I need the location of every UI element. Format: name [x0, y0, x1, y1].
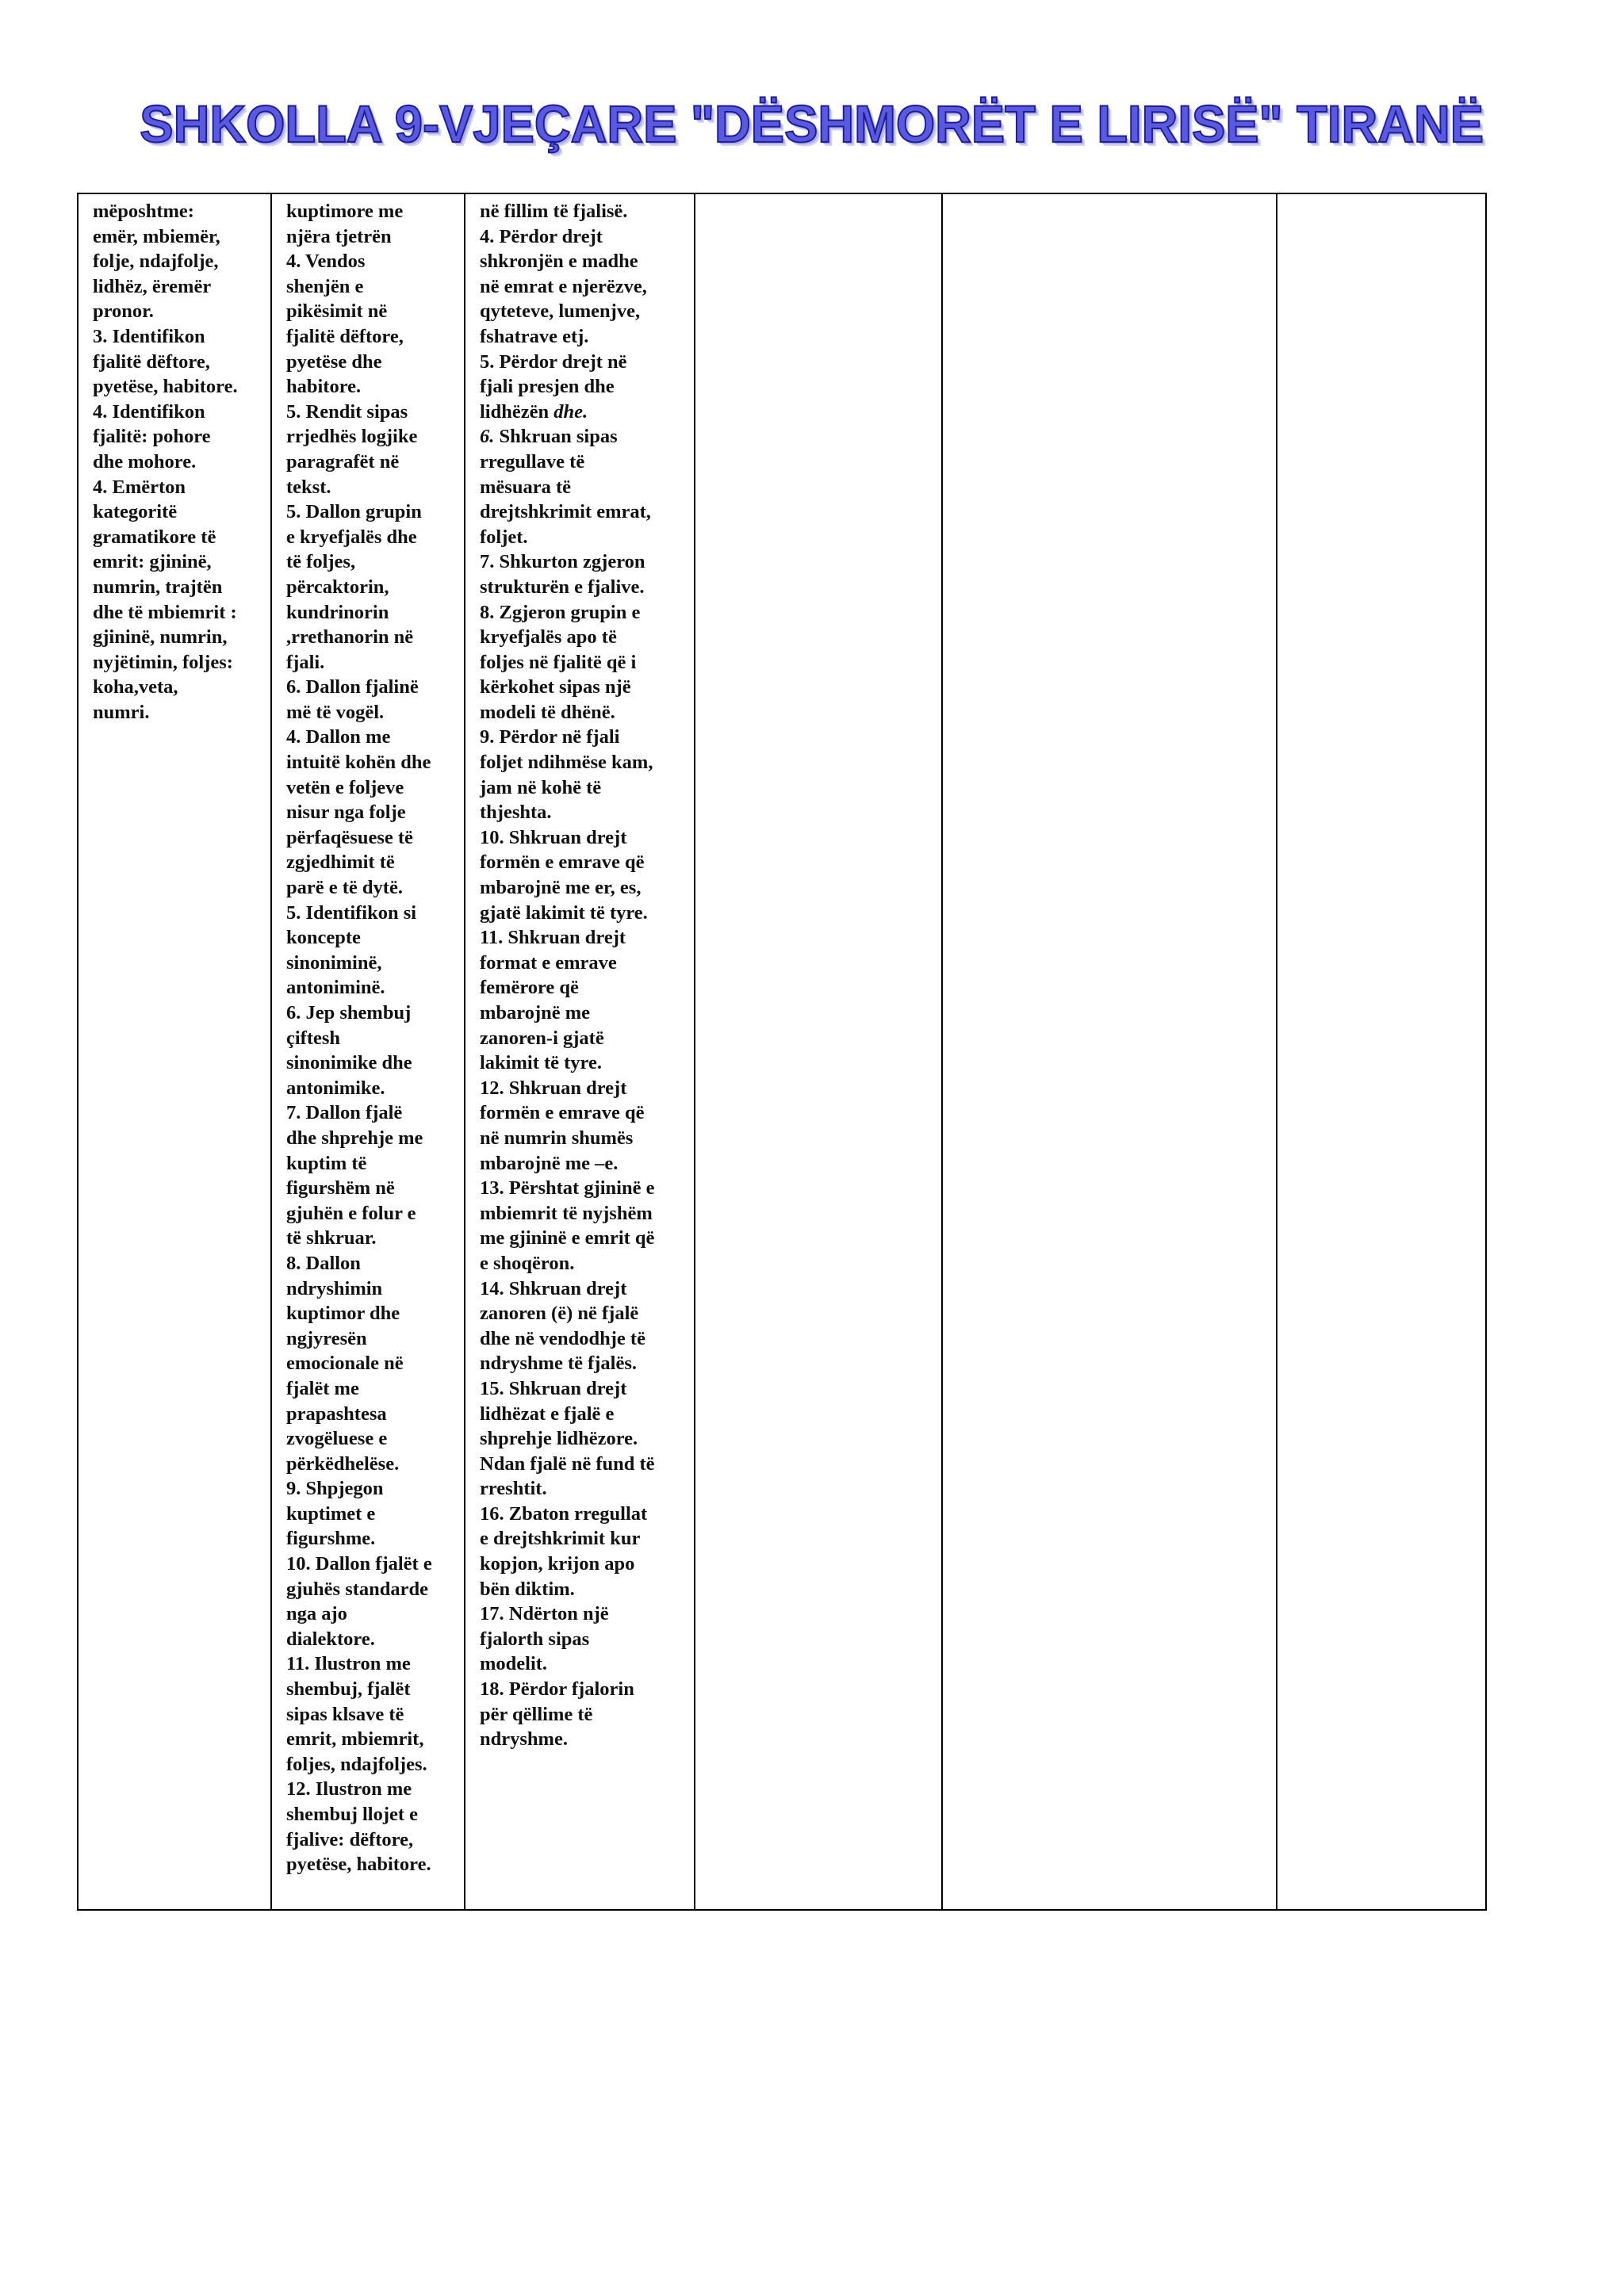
- page-header: [0, 94, 1624, 154]
- cell-text-col3: [480, 199, 680, 1752]
- table-cell-col3: [465, 193, 695, 1910]
- table-row: [78, 193, 1486, 1910]
- school-title: SHKOLLA 9-VJEÇARE "DËSHMORËT E LIRISË" TIRANË: [140, 94, 1484, 153]
- col3-italic-line: lidhëzën dhe.: [480, 400, 588, 423]
- table-cell-col6: [1277, 193, 1486, 1910]
- col3-item-6: 6. Shkruan sipas: [480, 426, 618, 448]
- col3-part-1: në fillim të fjalisë. 4. Përdor drejt shkronjën e madhe në emrat e njerëzve, qyteteve, lumenjve, fshatrave etj. 5. Përdor drejt në fjali presjen dhe: [480, 201, 647, 398]
- cell-text-col1: mëposhtme: emër, mbiemër, folje, ndajfolje, lidhëz, ëremër pronor. 3. Identifikon fjalitë dëftore, pyetëse, habitore. 4. Identifikon fjalitë: pohore dhe mohore. 4. Emërton kategoritë gramatikore të emrit: gjininë, numrin, trajtën dhe të mbiemrit : gjininë, numrin, nyjëtimin, foljes: koha,veta, numri.: [93, 201, 238, 723]
- table-cell-col5: [942, 193, 1277, 1910]
- col3-part-2: rregullave të mësuara të drejtshkrimit emrat, foljet. 7. Shkurton zgjeron strukturën e fjalive. 8. Zgjeron grupin e kryefjalës apo të foljes në fjalitë që i kërkohet sipas një modeli të dhënë. 9. Përdor në fjali foljet ndihmëse kam, jam në kohë të thjeshta. 10. Shkruan drejt formën e emrave që mbarojnë me er, es, gjatë lakimit të tyre. 11. Shkruan drejt format e emrave femërore që mbarojnë me zanoren-i gjatë lakimit të tyre. 12. Shkruan drejt formën e emrave që në numrin shumës mbarojnë me –e. 13. Përshtat gjininë e mbiemrit të nyjshëm me gjininë e emrit që e shoqëron. 14. Shkruan drejt zanoren (ë) në fjalë dhe në vendodhje të ndryshme të fjalës. 15. Shkruan drejt lidhëzat e fjalë e shprehje lidhëzore. Ndan fjalë në fund të rreshtit. 16. Zbaton rregullat e drejtshkrimit kur kopjon, krijon apo bën diktim. 17. Ndërton një fjalorth sipas modelit. 18. Përdor fjalorin për qëllime të ndryshme.: [480, 450, 655, 1751]
- table-cell-col1: [78, 193, 271, 1910]
- cell-text-col2: kuptimore me njëra tjetrën 4. Vendos shenjën e pikësimit në fjalitë dëftore, pyetëse dhe habitore. 5. Rendit sipas rrjedhës logjike paragrafët në tekst. 5. Dallon grupin e kryefjalës dhe të foljes, përcaktorin, kundrinorin ,rrethanorin në fjali. 6. Dallon fjalinë më të vogël. 4. Dallon me intuitë kohën dhe vetën e foljeve nisur nga folje përfaqësuese të zgjedhimit të parë e të dytë. 5. Identifikon si koncepte sinoniminë, antoniminë. 6. Jep shembuj çiftesh sinonimike dhe antonimike. 7. Dallon fjalë dhe shprehje me kuptim të figurshëm në gjuhën e folur e të shkruar. 8. Dallon ndryshimin kuptimor dhe ngjyresën emocionale në fjalët me prapashtesa zvogëluese e përkëdhelëse. 9. Shpjegon kuptimet e figurshme. 10. Dallon fjalët e gjuhës standarde nga ajo dialektore. 11. Ilustron me shembuj, fjalët sipas klsave të emrit, mbiemrit, foljes, ndajfoljes. 12. Ilustron me shembuj llojet e fjalive: dëftore, pyetëse, habitore.: [286, 201, 432, 1876]
- curriculum-table: [77, 193, 1487, 1911]
- table-cell-col4: [695, 193, 942, 1910]
- table-cell-col2: [271, 193, 465, 1910]
